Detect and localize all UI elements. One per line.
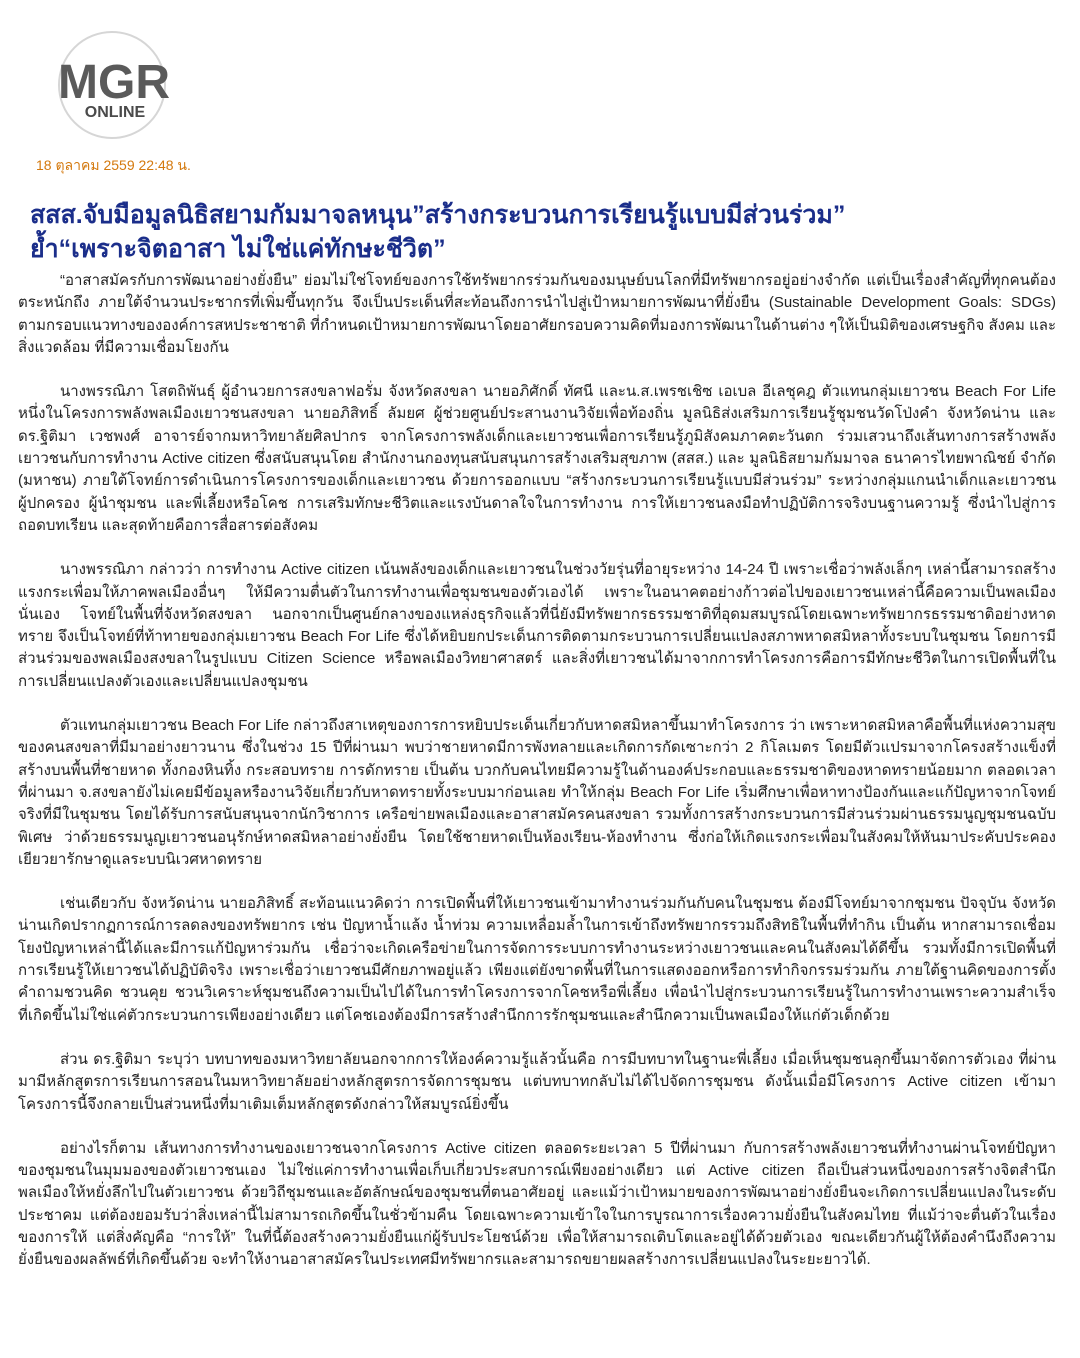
article-body — [18, 270, 1056, 1294]
article-paragraph: “อาสาสมัครกับการพัฒนาอย่างยั่งยืน” ย่อมไม่ใช่โจทย์ของการใช้ทรัพยากรร่วมกันของมนุษย์บนโลกที่มีทรัพยากรอยู่อย่างจำกัด แต่เป็นเรื่องสำคัญที่ทุกคนต้องตระหนักถึง ภายใต้จำนวนประชากรที่เพิ่มขึ้นทุกวัน จึงเป็นประเด็นที่สะท้อนถึงการนำไปสู่เป้าหมายการพัฒนาที่ยั่งยืน (Sustainable Development Goals: SDGs) ตามกรอบแนวทางขององค์การสหประชาชาติ ที่กำหนดเป้าหมายการพัฒนาโดยอาศัยกรอบความคิดที่มองการพัฒนาในด้านต่าง ๆให้เป็นมิติของเศรษฐกิจ สังคม และสิ่งแวดล้อม ที่มีความเชื่อมโยงกัน — [18, 272, 1056, 356]
article-title — [30, 198, 1060, 266]
logo-text-sub: ONLINE — [84, 104, 146, 121]
article-paragraph: นางพรรณิภา กล่าวว่า การทำงาน Active citizen เน้นพลังของเด็กและเยาวชนในช่วงวัยรุ่นที่อายุระหว่าง 14-24 ปี เพราะเชื่อว่าพลังเล็กๆ เหล่านี้สามารถสร้างแรงกระเพื่อมให้ภาคพลเมืองอื่นๆ ให้มีความตื่นตัวในการทำงานเพื่อชุมชนของตัวเองได้ เพราะในอนาคตอย่างก้าวต่อไปของเยาวชนเหล่านี้คือความเป็นพลเมืองนั่นเอง โจทย์ในพื้นที่จังหวัดสงขลา นอกจากเป็นศูนย์กลางของแหล่งธุรกิจแล้วที่นี่ยังมีทรัพยากรธรรมชาติที่อุดมสมบูรณ์โดยเฉพาะทรัพยากรธรรมชาติอย่างหาดทราย จึงเป็นโจทย์ที่ท้าทายของกลุ่มเยาวชน Beach For Life ซึ่งได้หยิบยกประเด็นการติดตามกระบวนการเปลี่ยนแปลงสภาพหาดสมิหลาทั้งระบบในชุมชน โดยการมีส่วนร่วมของพลเมืองสงขลาในรูปแบบ Citizen Science หรือพลเมืองวิทยาศาสตร์ และสิ่งที่เยาวชนได้มาจากการทำโครงการคือการมีทักษะชีวิตในการเปิดพื้นที่ในการเปลี่ยนแปลงตัวเองและเปลี่ยนแปลงชุมชน — [18, 561, 1056, 690]
mgr-online-logo[interactable] — [30, 30, 200, 150]
title-line-2: ย้ำ“เพราะจิตอาสา ไม่ใช่แค่ทักษะชีวิต” — [30, 235, 446, 263]
article-paragraph: เช่นเดียวกับ จังหวัดน่าน นายอภิสิทธิ์ สะท้อนแนวคิดว่า การเปิดพื้นที่ให้เยาวชนเข้ามาทำงานร่วมกันกับคนในชุมชน ต้องมีโจทย์มาจากชุมชน ปัจจุบัน จังหวัดน่านเกิดปรากฏการณ์การลดลงของทรัพยากร เช่น ปัญหาน้ำแล้ง น้ำท่วม ความเหลื่อมล้ำในการเข้าถึงทรัพยากรรวมถึงสิทธิในพื้นที่ทำกิน เป็นต้น หากสามารถเชื่อมโยงปัญหาเหล่านี้ได้และมีการแก้ปัญหาร่วมกัน เชื่อว่าจะเกิดเครือข่ายในการจัดการระบบการทำงานระหว่างเยาวชนและคนในสังคมได้ดีขึ้น รวมทั้งมีการเปิดพื้นที่การเรียนรู้ให้เยาวชนได้ปฏิบัติจริง เพราะเชื่อว่าเยาวชนมีศักยภาพอยู่แล้ว เพียงแต่ยังขาดพื้นที่ในการแสดงออกหรือการทำกิจกรรมร่วมกัน ภายใต้ฐานคิดของการตั้งคำถามชวนคิด ชวนคุย ชวนวิเคราะห์ชุมชนถึงความเป็นไปได้ในการทำโครงการจากโคชหรือพี่เลี้ยง เพื่อนำไปสู่กระบวนการเรียนรู้ในการทำงานเพราะความสำเร็จที่เกิดขึ้นไม่ใช่แค่ตัวกระบวนการเพียงอย่างเดียว แต่โคชเองต้องมีการสร้างสำนึกการรักชุมชนและสำนึกความเป็นพลเมืองให้แก่ตัวเด็กด้วย — [18, 895, 1056, 1024]
publish-date: 18 ตุลาคม 2559 22:48 น. — [36, 157, 191, 173]
article-paragraph: ตัวแทนกลุ่มเยาวชน Beach For Life กล่าวถึงสาเหตุของการการหยิบประเด็นเกี่ยวกับหาดสมิหลาขึ้นมาทำโครงการ ว่า เพราะหาดสมิหลาคือพื้นที่แห่งความสุขของคนสงขลาที่มีมาอย่างยาวนาน ซึ่งในช่วง 15 ปีที่ผ่านมา พบว่าชายหาดมีการพังทลายและเกิดการกัดเซาะกว่า 2 กิโลเมตร โดยมีตัวแปรมาจากโครงสร้างแข็งที่สร้างบนพื้นที่ชายหาด ทั้งกองหินทิ้ง กระสอบทราย การดักทราย เป็นต้น บวกกับคนไทยมีความรู้ในด้านองค์ประกอบและธรรมชาติของหาดทรายน้อยมาก ตลอดเวลาที่ผ่านมา จ.สงขลายังไม่เคยมีข้อมูลหรืองานวิจัยเกี่ยวกับหาดทรายทั้งระบบมาก่อนเลย ทำให้กลุ่ม Beach For Life เริ่มศึกษาเพื่อหาทางป้องกันและแก้ปัญหาจากโจทย์จริงที่มีในชุมชน โดยได้รับการสนับสนุนจากนักวิชาการ เครือข่ายพลเมืองและอาสาสมัครคนสงขลา รวมทั้งการสร้างกระบวนการมีส่วนร่วมผ่านธรรมนูญชุมชนฉบับพิเศษ ว่าด้วยธรรมนูญเยาวชนอนุรักษ์หาดสมิหลาอย่างยั่งยืน โดยใช้ชายหาดเป็นห้องเรียน-ห้องทำงาน ซึ่งก่อให้เกิดแรงกระเพื่อมในสังคมให้หันมาประคับประคองเยียวยารักษาดูแลระบบนิเวศหาดทราย — [18, 717, 1056, 868]
article-paragraph: อย่างไรก็ตาม เส้นทางการทำงานของเยาวชนจากโครงการ Active citizen ตลอดระยะเวลา 5 ปีที่ผ่านมา กับการสร้างพลังเยาวชนที่ทำงานผ่านโจทย์ปัญหาของชุมชนในมุมมองของตัวเยาวชนเอง ไม่ใช่แค่การทำงานเพื่อเก็บเกี่ยวประสบการณ์เพียงอย่างเดียว แต่ Active citizen ถือเป็นส่วนหนึ่งของการสร้างจิตสำนึกพลเมืองให้หยั่งลึกไปในตัวเยาวชน ด้วยวิถีชุมชนและอัตลักษณ์ของชุมชนที่ตนอาศัยอยู่ และแม้ว่าเป้าหมายของการพัฒนาอย่างยั่งยืนจะเกิดการเปลี่ยนแปลงในระดับประชาคม แต่ต้องยอมรับว่าสิ่งเหล่านี้ไม่สามารถเกิดขึ้นในชั่วข้ามคืน โดยเฉพาะความเข้าใจในการบูรณาการเรื่องความยั่งยืนในสังคมไทย ที่แม้ว่าจะตื่นตัวในเรื่องของการให้ แต่สิ่งคัญคือ “การให้” ในที่นี้ต้องสร้างความยั่งยืนแก่ผู้รับประโยชน์ด้วย เพื่อให้สามารถเติบโตและอยู่ได้ด้วยตัวเอง ขณะเดียวกันผู้ให้ต้องคำนึงถึงความยั่งยืนของผลลัพธ์ที่เกิดขึ้นด้วย จะทำให้งานอาสาสมัครในประเทศมีทรัพยากรและสามารถขยายผลสร้างการเปลี่ยนแปลงในระยะยาวได้. — [18, 1139, 1056, 1269]
article-paragraph: นางพรรณิภา โสตถิพันธุ์ ผู้อำนวยการสงขลาฟอรั่ม จังหวัดสงขลา นายอภิศักดิ์ ทัศนี และน.ส.เพรชเชิซ เอเบล อีเลชุคฎ ตัวแทนกลุ่มเยาวชน Beach For Life หนึ่งในโครงการพลังพลเมืองเยาวชนสงขลา นายอภิสิทธิ์ ลัมยศ ผู้ช่วยศูนย์ประสานงานวิจัยเพื่อท้องถิ่น มูลนิธิส่งเสริมการเรียนรู้ชุมชนวัดโป่งคำ จังหวัดน่าน และ ดร.ฐิติมา เวชพงศ์ อาจารย์จากมหาวิทยาลัยศิลปากร จากโครงการพลังเด็กและเยาวชนเพื่อการเรียนรู้ภูมิสังคมภาคตะวันตก ร่วมเสวนาถึงเส้นทางการสร้างพลังเยาวชนกับการทำงาน Active citizen ซึ่งสนับสนุนโดย สำนักงานกองทุนสนับสนุนการสร้างเสริมสุขภาพ (สสส.) และ มูลนิธิสยามกัมมาจล ธนาคารไทยพาณิชย์ จำกัด (มหาชน) ภายใต้โจทย์การดำเนินการโครงการของเด็กและเยาวชน ด้วยการออกแบบ “สร้างกระบวนการเรียนรู้แบบมีส่วนร่วม” ระหว่างกลุ่มแกนนำเด็กและเยาวชน ผู้ปกครอง ผู้นำชุมชน และพี่เลี้ยงหรือโคช การเสริมทักษะชีวิตและแรงบันดาลใจในการทำงาน การให้เยาวชนลงมือทำปฏิบัติการจริงบนฐานความรู้ ซึ่งนำไปสู่การถอดบทเรียน และสุดท้ายคือการสื่อสารต่อสังคม — [18, 383, 1056, 534]
article-paragraph: ส่วน ดร.ฐิติมา ระบุว่า บทบาทของมหาวิทยาลัยนอกจากการให้องค์ความรู้แล้วนั้นคือ การมีบทบาทในฐานะพี่เลี้ยง เมื่อเห็นชุมชนลุกขึ้นมาจัดการตัวเอง ที่ผ่านมามีหลักสูตรการเรียนการสอนในมหาวิทยาลัยอย่างหลักสูตรการจัดการชุมชน แต่บทบาทกลับไม่ได้ไปจัดการชุมชน ดังนั้นเมื่อมีโครงการ Active citizen เข้ามาโครงการนี้จึงกลายเป็นส่วนหนึ่งที่มาเติมเต็มหลักสูตรดังกล่าวให้สมบูรณ์ยิ่งขึ้น — [18, 1050, 1056, 1113]
title-line-1: สสส.จับมือมูลนิธิสยามกัมมาจลหนุน”สร้างกระบวนการเรียนรู้แบบมีส่วนร่วม” — [30, 201, 846, 229]
logo-text-main: MGR — [58, 56, 170, 109]
